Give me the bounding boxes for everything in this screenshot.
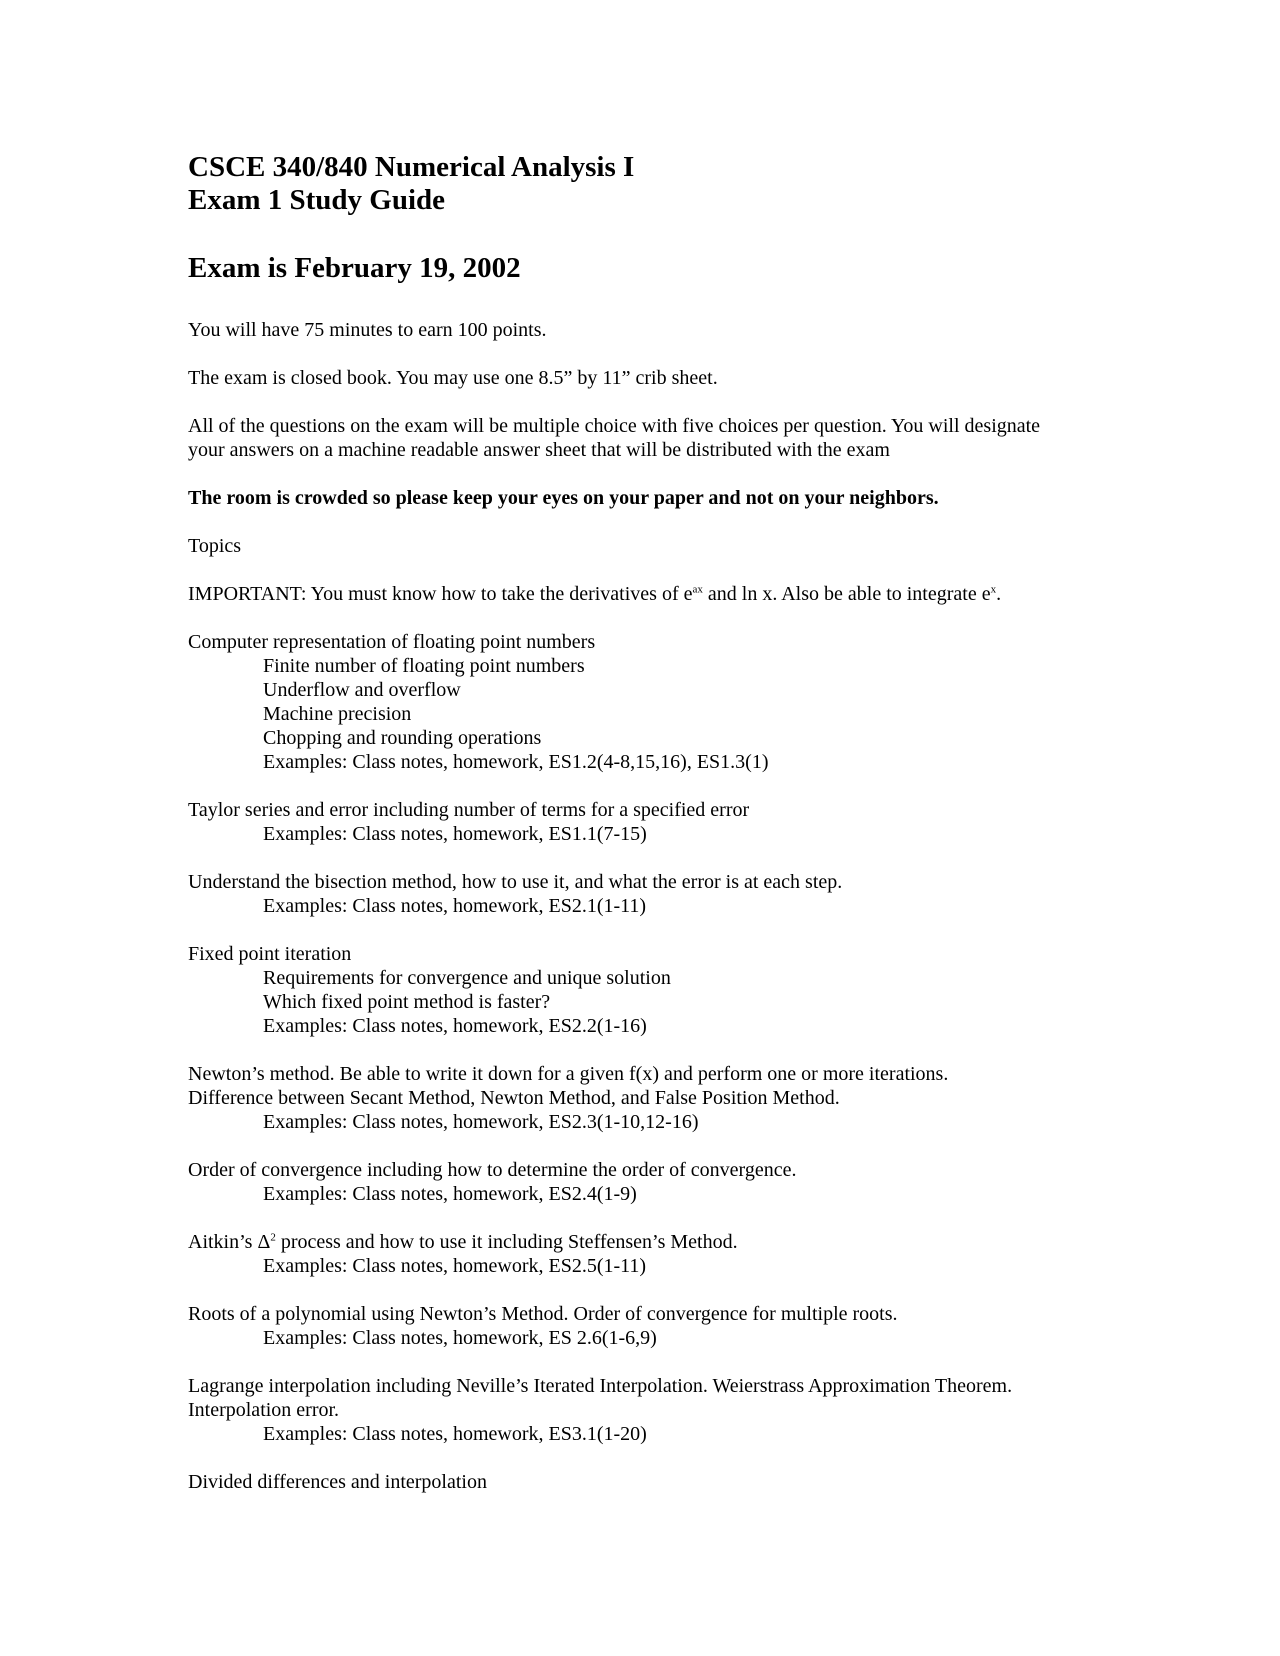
guide-title: Exam 1 Study Guide <box>188 184 446 216</box>
aitken-sup: 2 <box>270 1231 276 1244</box>
warning-text: The room is crowded so please keep your eyes on your paper and not on your neighbors. <box>188 487 939 509</box>
topic-roots-examples: Examples: Class notes, homework, ES 2.6(1-6,9) <box>263 1327 657 1349</box>
topic-newton-heading: Newton’s method. Be able to write it down for a given f(x) and perform one or more iterations. <box>188 1063 949 1085</box>
topic-fixed-point-examples: Examples: Class notes, homework, ES2.2(1-16) <box>263 1015 647 1037</box>
topic-lagrange-examples: Examples: Class notes, homework, ES3.1(1-20) <box>263 1423 647 1445</box>
topics-label: Topics <box>188 535 242 557</box>
topic-order-heading: Order of convergence including how to determine the order of convergence. <box>188 1159 797 1181</box>
topic-roots-heading: Roots of a polynomial using Newton’s Method. Order of convergence for multiple roots. <box>188 1303 898 1325</box>
important-part1: IMPORTANT: You must know how to take the derivatives of e <box>188 583 693 605</box>
topic-order-examples: Examples: Class notes, homework, ES2.4(1-9) <box>263 1183 637 1205</box>
aitken-part1: Aitkin’s Δ <box>188 1231 271 1253</box>
topic-fixed-point-item: Requirements for convergence and unique solution <box>263 967 671 989</box>
time-text: You will have 75 minutes to earn 100 points. <box>188 319 547 341</box>
topic-aitken-heading <box>188 1230 738 1254</box>
important-part2: and ln x. Also be able to integrate e <box>702 583 991 605</box>
topic-floating-point-item: Machine precision <box>263 703 412 725</box>
topic-aitken-examples: Examples: Class notes, homework, ES2.5(1-11) <box>263 1255 647 1277</box>
format-text-line2: your answers on a machine readable answer sheet that will be distributed with the exam <box>188 439 890 461</box>
topic-floating-point-heading: Computer representation of floating point numbers <box>188 631 596 653</box>
topic-taylor-examples: Examples: Class notes, homework, ES1.1(7-15) <box>263 823 647 845</box>
format-text-line1: All of the questions on the exam will be multiple choice with five choices per question. You will designate <box>188 415 1041 437</box>
important-note <box>188 582 1001 606</box>
topic-lagrange-heading: Lagrange interpolation including Neville’s Iterated Interpolation. Weierstrass Approximation Theorem. <box>188 1375 1013 1397</box>
important-sup2: x <box>990 583 997 596</box>
aitken-part2: process and how to use it including Steffensen’s Method. <box>275 1231 738 1253</box>
topic-floating-point-item: Finite number of floating point numbers <box>263 655 585 677</box>
course-title: CSCE 340/840 Numerical Analysis I <box>188 151 635 183</box>
topic-taylor-heading: Taylor series and error including number of terms for a specified error <box>188 799 750 821</box>
closed-book-text: The exam is closed book. You may use one 8.5” by 11” crib sheet. <box>188 367 718 389</box>
important-sup1: ax <box>692 583 703 596</box>
important-part3: . <box>996 583 1002 605</box>
topic-floating-point-item: Underflow and overflow <box>263 679 461 701</box>
topic-floating-point-examples: Examples: Class notes, homework, ES1.2(4-8,15,16), ES1.3(1) <box>263 751 769 773</box>
topic-bisection-examples: Examples: Class notes, homework, ES2.1(1-11) <box>263 895 647 917</box>
topic-fixed-point-heading: Fixed point iteration <box>188 943 352 965</box>
topic-newton-examples: Examples: Class notes, homework, ES2.3(1-10,12-16) <box>263 1111 699 1133</box>
topic-floating-point-item: Chopping and rounding operations <box>263 727 542 749</box>
topic-divided-heading: Divided differences and interpolation <box>188 1471 487 1493</box>
topic-fixed-point-item: Which fixed point method is faster? <box>263 991 551 1013</box>
topic-lagrange-heading-2: Interpolation error. <box>188 1399 340 1421</box>
topic-newton-heading-2: Difference between Secant Method, Newton Method, and False Position Method. <box>188 1087 840 1109</box>
topic-bisection-heading: Understand the bisection method, how to use it, and what the error is at each step. <box>188 871 843 893</box>
exam-date-heading: Exam is February 19, 2002 <box>188 252 521 284</box>
